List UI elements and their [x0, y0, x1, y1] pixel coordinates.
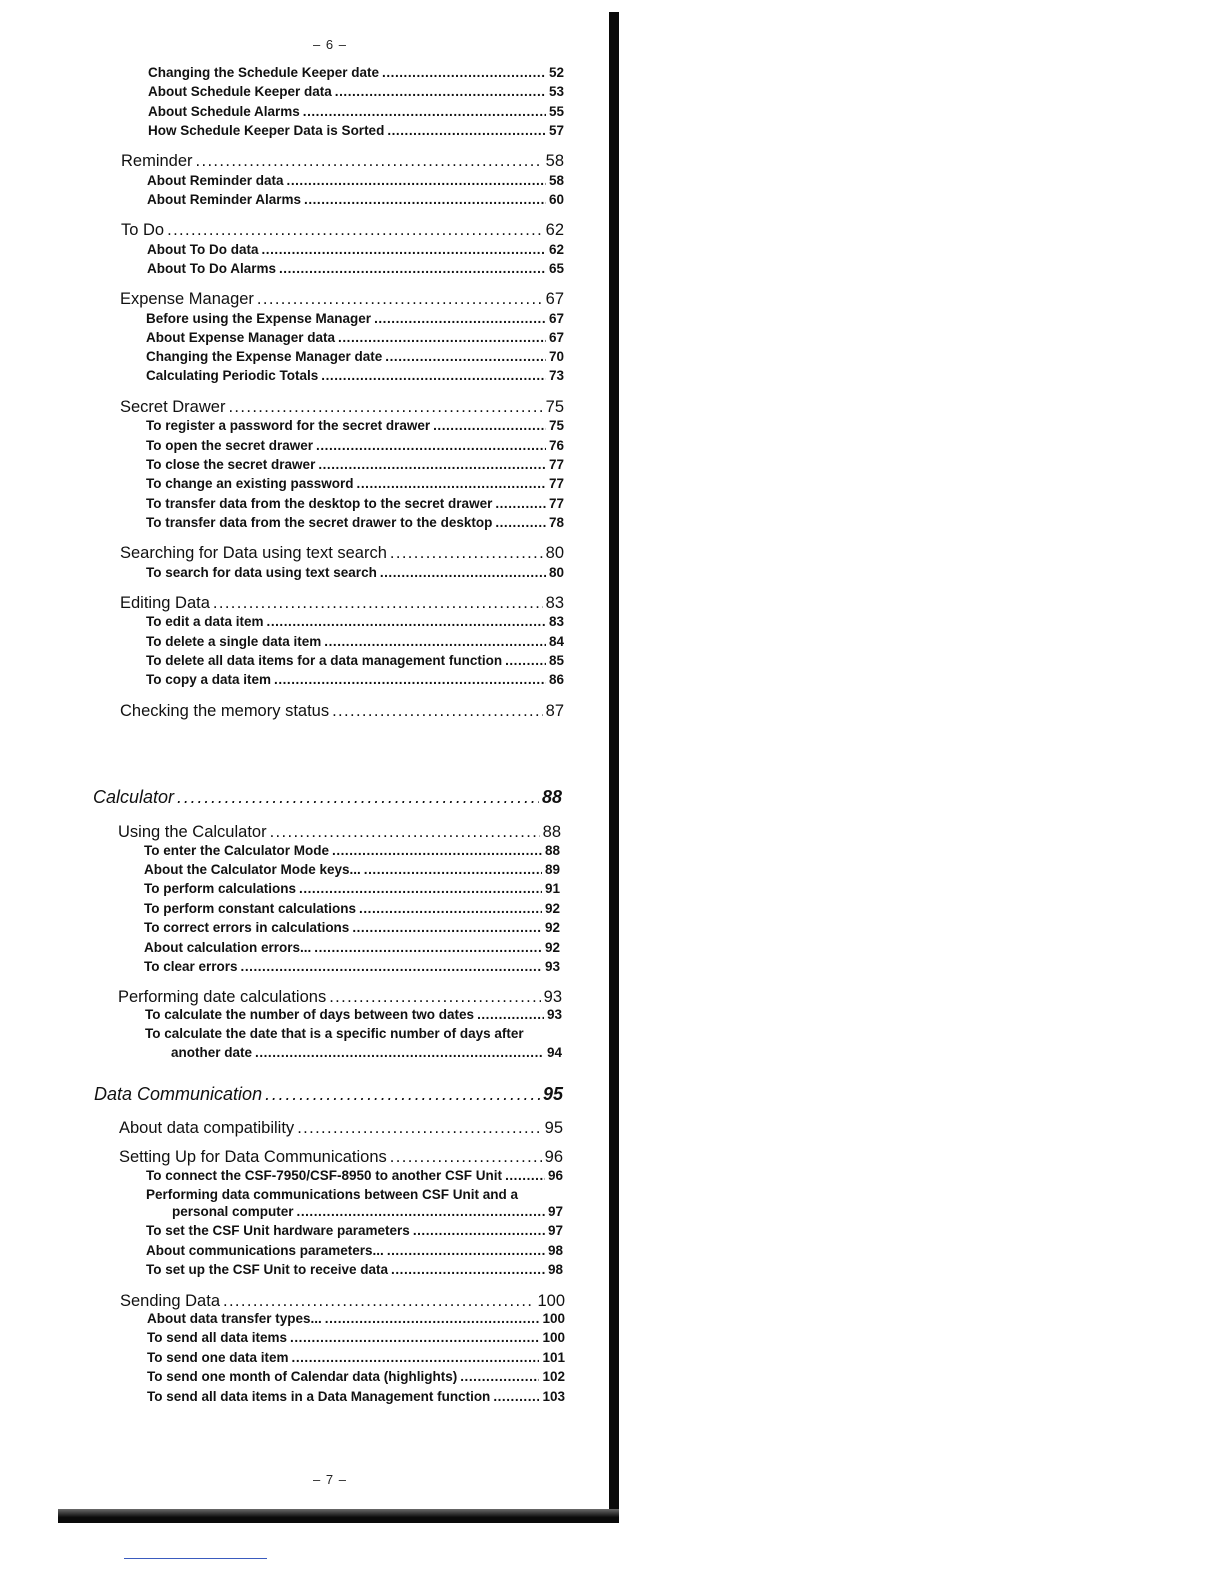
toc-entry[interactable]: About communications parameters... . . . 98: [146, 1242, 563, 1260]
toc-section-secret-drawer[interactable]: Secret Drawer . . . 75: [120, 397, 564, 417]
toc-entry[interactable]: Calculating Periodic Totals . . . 73: [146, 367, 564, 385]
toc-entry[interactable]: About Schedule Keeper data . . . 53: [148, 83, 564, 101]
toc-entry[interactable]: About the Calculator Mode keys... . . . 89: [144, 861, 560, 879]
toc-entry[interactable]: To send all data items in a Data Management function . . . 103: [147, 1388, 565, 1406]
toc-section-search[interactable]: Searching for Data using text search . . . 80: [120, 543, 564, 563]
toc-entry[interactable]: About Expense Manager data . . . 67: [146, 329, 564, 347]
toc-entry[interactable]: To copy a data item . . . 86: [146, 671, 564, 689]
toc-entry[interactable]: To correct errors in calculations . . . 92: [144, 919, 560, 937]
toc-entry[interactable]: To clear errors . . . 93: [144, 958, 560, 976]
toc-entry[interactable]: To perform constant calculations . . . 92: [144, 900, 560, 918]
toc-entry[interactable]: personal computer . . . 97: [172, 1203, 563, 1221]
toc-entry[interactable]: To send one data item . . . 101: [147, 1349, 565, 1367]
toc-entry[interactable]: To calculate the number of days between two dates . . . 93: [145, 1006, 562, 1024]
toc-entry[interactable]: To open the secret drawer . . . 76: [146, 437, 564, 455]
toc-section-sending-data[interactable]: Sending Data . . . 100: [120, 1291, 565, 1311]
toc-entry[interactable]: To set up the CSF Unit to receive data . . . 98: [146, 1261, 563, 1279]
toc-entry[interactable]: To close the secret drawer . . . 77: [146, 456, 564, 474]
toc-entry[interactable]: To transfer data from the desktop to the secret drawer . . . 77: [146, 495, 564, 513]
toc-entry[interactable]: About Reminder data . . . 58: [147, 172, 564, 190]
toc-entry[interactable]: To enter the Calculator Mode . . . 88: [144, 842, 560, 860]
toc-entry[interactable]: another date . . . 94: [171, 1044, 562, 1062]
toc-entry[interactable]: About data transfer types... . . . 100: [147, 1310, 565, 1328]
toc-section-reminder[interactable]: Reminder . . . 58: [121, 151, 564, 171]
toc-entry[interactable]: About Schedule Alarms . . . 55: [148, 103, 564, 121]
toc-section-using-calculator[interactable]: Using the Calculator . . . 88: [118, 822, 561, 842]
toc-section-date-calculations[interactable]: Performing date calculations . . . 93: [118, 987, 562, 1007]
toc-entry-wrapped-line: Performing data communications between CSF Unit and a: [146, 1187, 519, 1202]
toc-entry[interactable]: To send all data items . . . 100: [147, 1329, 565, 1347]
toc-entry[interactable]: About calculation errors... . . . 92: [144, 939, 560, 957]
toc-chapter-calculator[interactable]: Calculator . . . 88: [93, 786, 562, 808]
toc-section-todo[interactable]: To Do . . . 62: [121, 220, 564, 240]
toc-entry[interactable]: To connect the CSF-7950/CSF-8950 to another CSF Unit . . . 96: [146, 1167, 563, 1185]
toc-entry[interactable]: About To Do data . . . 62: [147, 241, 564, 259]
toc-entry[interactable]: To edit a data item . . . 83: [146, 613, 564, 631]
toc-section-editing[interactable]: Editing Data . . . 83: [120, 593, 564, 613]
page-number-top: – 6 –: [313, 37, 347, 52]
toc-chapter-data-communication[interactable]: Data Communication . . . 95: [94, 1083, 563, 1105]
toc-entry-wrapped-line: To calculate the date that is a specific number of days after: [145, 1026, 524, 1041]
toc-entry[interactable]: To delete all data items for a data management function . . . 85: [146, 652, 564, 670]
toc-entry[interactable]: About Reminder Alarms . . . 60: [147, 191, 564, 209]
toc-section-memory[interactable]: Checking the memory status . . . 87: [120, 701, 564, 721]
toc-entry[interactable]: To change an existing password . . . 77: [146, 475, 564, 493]
toc-entry[interactable]: To set the CSF Unit hardware parameters . . . 97: [146, 1222, 563, 1240]
toc-entry[interactable]: To search for data using text search . . . 80: [146, 564, 564, 582]
toc-entry[interactable]: How Schedule Keeper Data is Sorted . . . 57: [148, 122, 564, 140]
toc-entry[interactable]: To perform calculations . . . 91: [144, 880, 560, 898]
toc-entry[interactable]: To transfer data from the secret drawer to the desktop . . . 78: [146, 514, 564, 532]
toc-section-setup[interactable]: Setting Up for Data Communications . . . 96: [119, 1147, 563, 1167]
toc-entry[interactable]: Changing the Expense Manager date . . . 70: [146, 348, 564, 366]
toc-section-compatibility[interactable]: About data compatibility . . . 95: [119, 1118, 563, 1138]
toc-section-expense-manager[interactable]: Expense Manager . . . 67: [120, 289, 564, 309]
toc-entry[interactable]: Before using the Expense Manager . . . 67: [146, 310, 564, 328]
page-number-bottom: – 7 –: [313, 1472, 347, 1487]
toc-entry[interactable]: To delete a single data item . . . 84: [146, 633, 564, 651]
toc-entry[interactable]: To register a password for the secret drawer . . . 75: [146, 417, 564, 435]
toc-entry[interactable]: To send one month of Calendar data (highlights) . . . 102: [147, 1368, 565, 1386]
toc-entry[interactable]: Changing the Schedule Keeper date . . . 52: [148, 64, 564, 82]
toc-entry[interactable]: About To Do Alarms . . . 65: [147, 260, 564, 278]
